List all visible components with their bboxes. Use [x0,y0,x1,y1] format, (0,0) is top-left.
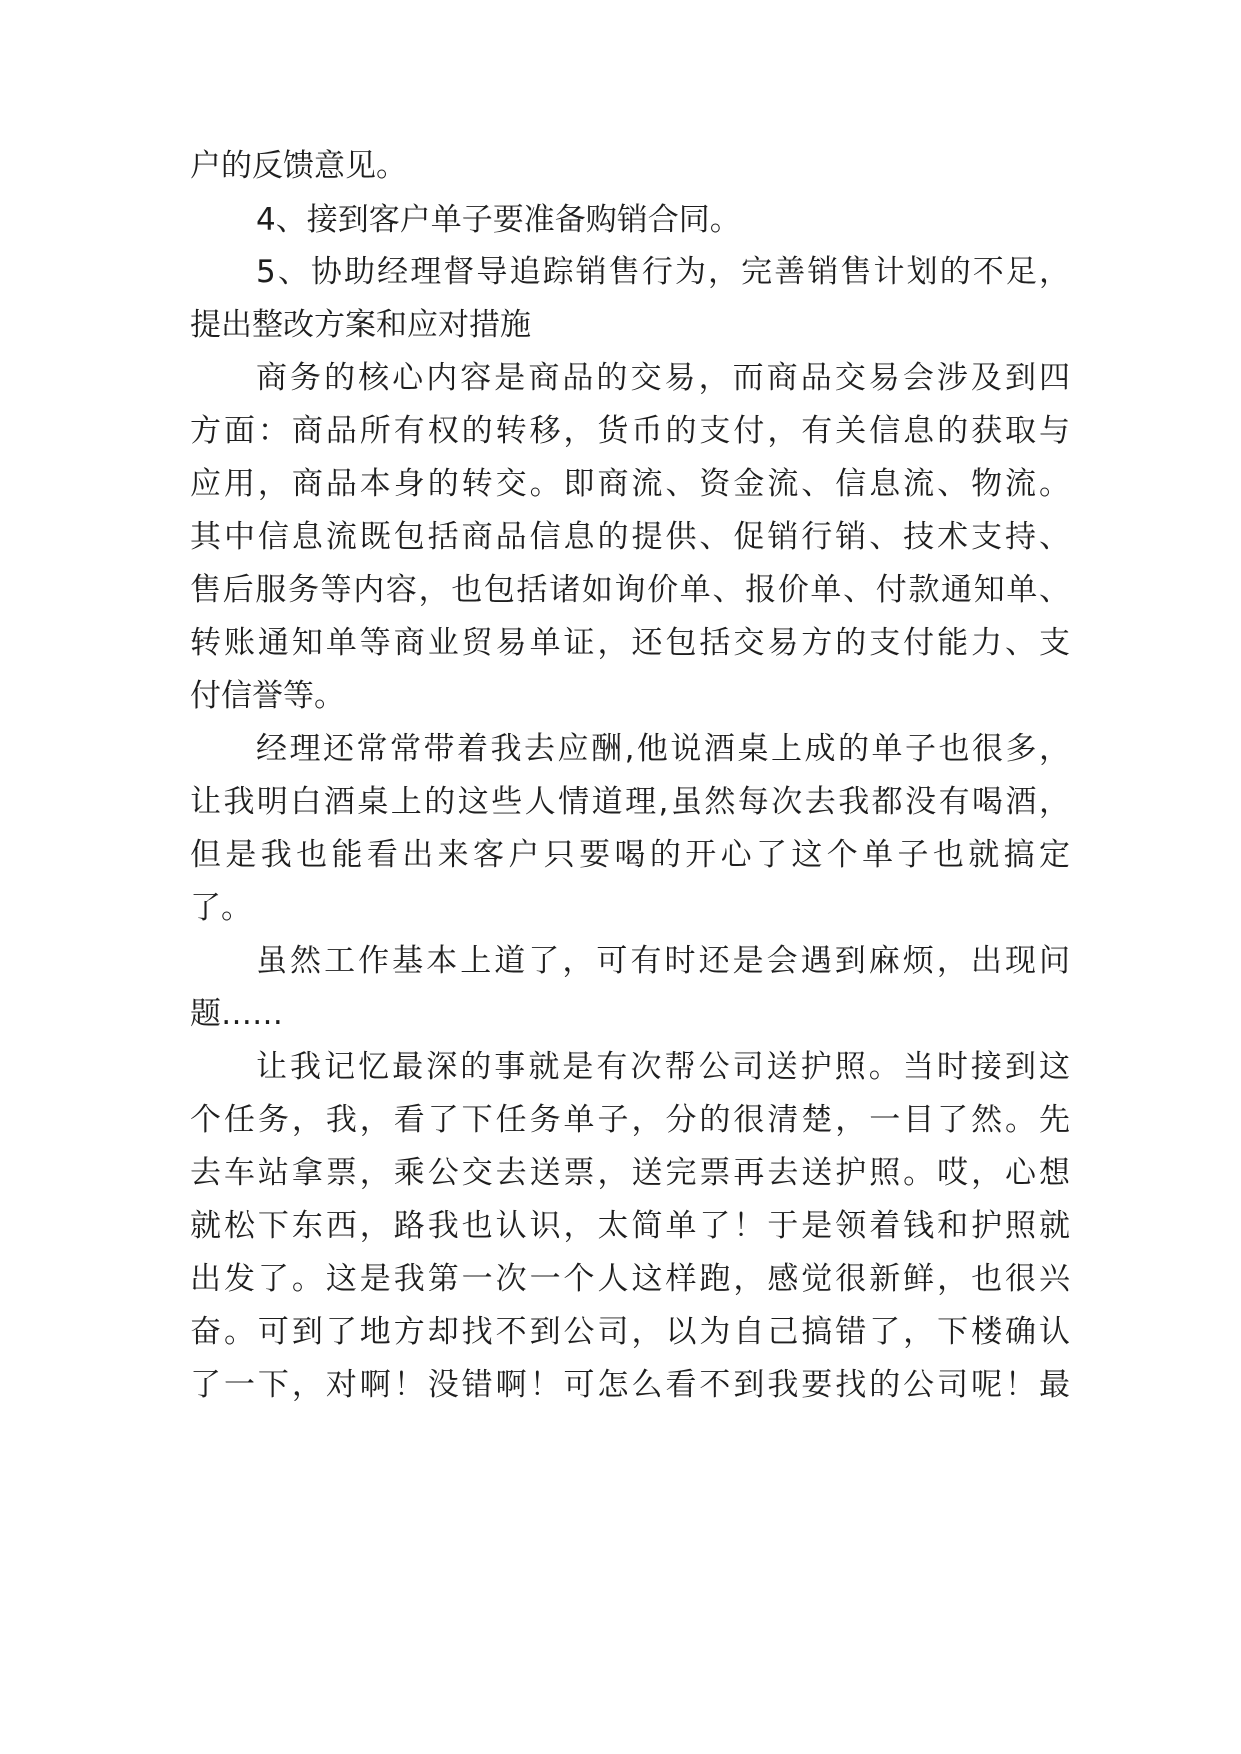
paragraph-4-line-7: 付信誉等。 [190,678,345,714]
paragraph-5-line-2: 让我明白酒桌上的这些人情道理,虽然每次去我都没有喝酒， [190,784,1070,820]
paragraph-2-line-1: 4、接到客户单子要准备购销合同。 [256,202,741,238]
paragraph-7-line-4: 就松下东西，路我也认识，太简单了！于是领着钱和护照就 [190,1208,1070,1244]
paragraph-5-line-4: 了。 [190,890,252,926]
paragraph-7-line-7: 了一下，对啊！没错啊！可怎么看不到我要找的公司呢！最 [190,1367,1070,1403]
paragraph-3-line-2: 提出整改方案和应对措施 [190,307,531,343]
paragraph-7-line-6: 奋。可到了地方却找不到公司，以为自己搞错了，下楼确认 [190,1314,1070,1350]
paragraph-4-line-6: 转账通知单等商业贸易单证，还包括交易方的支付能力、支 [190,625,1070,661]
paragraph-7-line-3: 去车站拿票，乘公交去送票，送完票再去送护照。哎，心想 [190,1155,1070,1191]
paragraph-4-line-4: 其中信息流既包括商品信息的提供、促销行销、技术支持、 [190,519,1070,555]
paragraph-1-line-1: 户的反馈意见。 [190,148,407,184]
paragraph-7-line-5: 出发了。这是我第一次一个人这样跑，感觉很新鲜，也很兴 [190,1261,1070,1297]
paragraph-4-line-5: 售后服务等内容，也包括诸如询价单、报价单、付款通知单、 [190,572,1070,608]
paragraph-3-line-1: 5、协助经理督导追踪销售行为，完善销售计划的不足， [256,254,1070,290]
paragraph-4-line-3: 应用，商品本身的转交。即商流、资金流、信息流、物流。 [190,466,1070,502]
paragraph-4-line-2: 方面：商品所有权的转移，货币的支付，有关信息的获取与 [190,413,1070,449]
paragraph-7-line-1: 让我记忆最深的事就是有次帮公司送护照。当时接到这 [256,1049,1070,1085]
paragraph-4-line-1: 商务的核心内容是商品的交易，而商品交易会涉及到四 [256,360,1070,396]
paragraph-5-line-1: 经理还常常带着我去应酬,他说酒桌上成的单子也很多， [256,731,1070,767]
paragraph-6-line-2: 题…… [190,996,283,1032]
paragraph-7-line-2: 个任务，我，看了下任务单子，分的很清楚，一目了然。先 [190,1102,1070,1138]
paragraph-5-line-3: 但是我也能看出来客户只要喝的开心了这个单子也就搞定 [190,837,1070,873]
paragraph-6-line-1: 虽然工作基本上道了，可有时还是会遇到麻烦，出现问 [256,943,1070,979]
